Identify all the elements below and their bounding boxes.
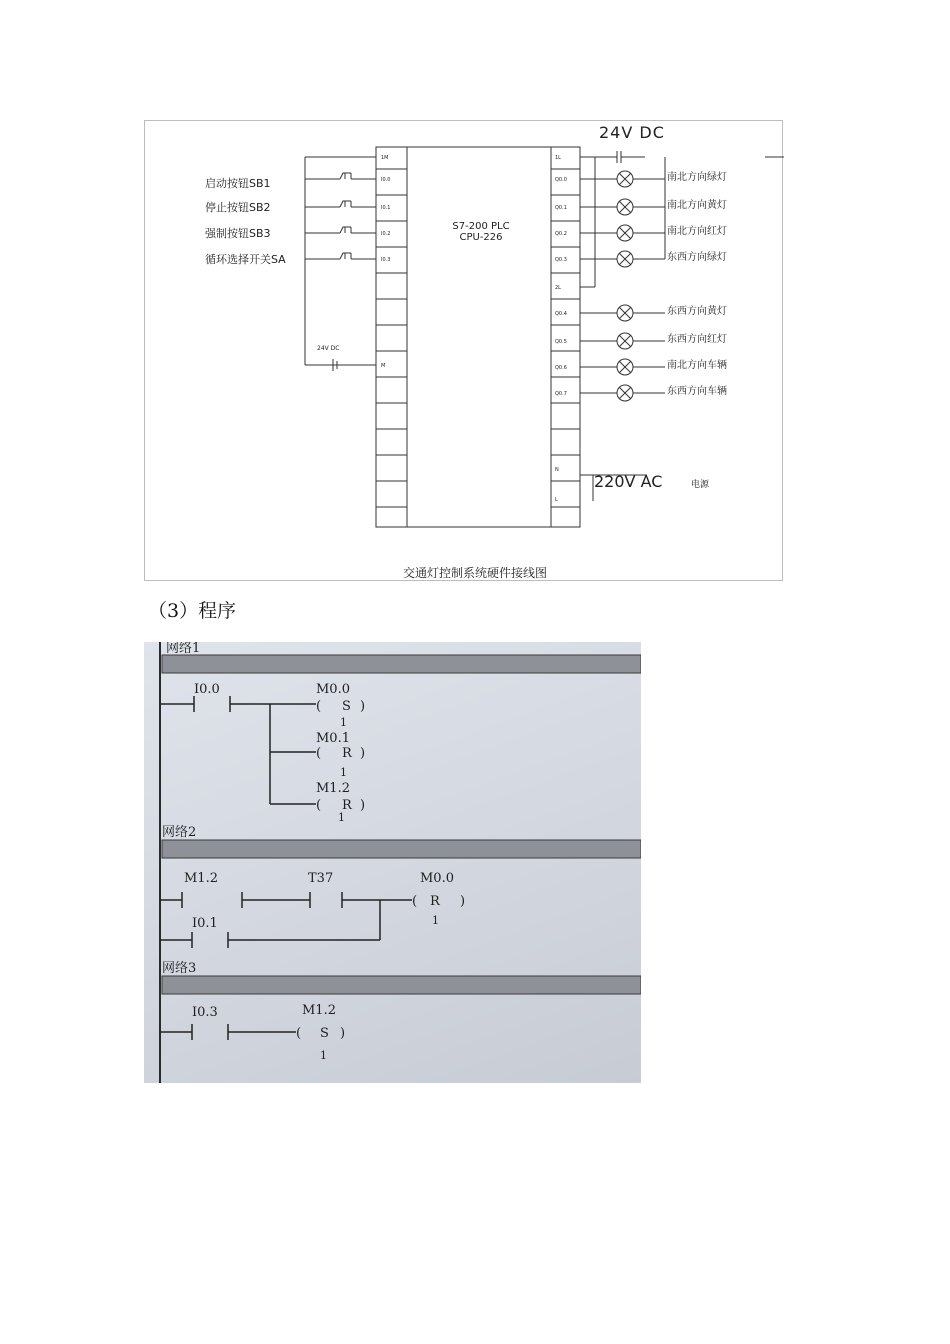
ac-supply-label: 220V AC: [594, 472, 663, 491]
output-device-label: 东西方向红灯: [667, 334, 727, 345]
terminal-pin-label: Q0.6: [555, 365, 567, 371]
indicator-lamp: [580, 305, 665, 321]
ladder-svg: [144, 642, 641, 1083]
contact-label: I0.3: [192, 1005, 218, 1020]
plc-body: [407, 147, 551, 527]
input-device-label: 循环选择开关SA: [205, 253, 286, 266]
dc-supply-label: 24V DC: [599, 123, 665, 142]
coil-count: 1: [338, 811, 345, 824]
output-device-label: 南北方向红灯: [667, 226, 727, 237]
terminal-pin-label: Q0.1: [555, 205, 567, 211]
indicator-lamp: [580, 385, 665, 401]
cpu-name: S7-200 PLC: [452, 221, 510, 232]
coil-type: S: [320, 1026, 329, 1041]
network-2-bar: [162, 840, 641, 858]
coil-close-paren: ): [360, 699, 366, 714]
coil-open-paren: (: [412, 894, 418, 909]
coil-count: 1: [340, 716, 347, 729]
coil-operand: M0.0: [316, 682, 350, 697]
cpu-model: CPU-226: [459, 232, 503, 243]
coil-operand: M0.0: [420, 871, 454, 886]
diagram-caption: 交通灯控制系统硬件接线图: [402, 566, 548, 580]
coil-operand: M1.2: [302, 1003, 336, 1018]
coil-open-paren: (: [316, 798, 322, 813]
output-device-label: 东西方向车辆: [667, 386, 727, 397]
indicator-lamp: [580, 251, 665, 267]
input-supply-label: 24V DC: [317, 345, 340, 352]
contact-label: T37: [308, 871, 334, 886]
output-device-label: 东西方向黄灯: [667, 306, 727, 317]
terminal-pin-label: I0.1: [381, 205, 391, 211]
input-device-label: 停止按钮SB2: [205, 201, 271, 214]
coil-type: S: [342, 699, 351, 714]
terminal-pin-label: I0.2: [381, 231, 391, 237]
indicator-lamp: [580, 199, 665, 215]
wiring-diagram: [144, 120, 783, 581]
network-3-rungs: [160, 1024, 296, 1040]
contact-label: I0.0: [194, 682, 220, 697]
indicator-lamp: [580, 359, 665, 375]
network-1-title: 网络1: [166, 642, 201, 656]
coil-operand: M1.2: [316, 781, 350, 796]
coil-close-paren: ): [460, 894, 466, 909]
terminal-pin-label: 1M: [381, 155, 389, 161]
coil-type: R: [342, 746, 352, 761]
input-device-label: 启动按钮SB1: [205, 177, 271, 190]
indicator-lamp: [580, 333, 665, 349]
output-device-label: 东西方向绿灯: [667, 252, 727, 263]
terminal-pin-label: Q0.7: [555, 391, 567, 397]
input-device-label: 强制按钮SB3: [205, 227, 271, 240]
network-2-title: 网络2: [162, 825, 197, 840]
coil-open-paren: (: [296, 1026, 302, 1041]
terminal-pin-label: 2L: [555, 285, 561, 291]
coil-type: R: [430, 894, 440, 909]
coil-count: 1: [320, 1049, 327, 1062]
ladder-program-photo: [144, 642, 641, 1083]
terminal-pin-label: Q0.0: [555, 177, 567, 183]
coil-open-paren: (: [316, 699, 322, 714]
terminal-pin-label: Q0.2: [555, 231, 567, 237]
left-terminal-strip: [376, 147, 407, 527]
contact-label: M1.2: [184, 871, 218, 886]
coil-count: 1: [432, 914, 439, 927]
network-3-bar: [162, 976, 641, 994]
input-wiring: [305, 157, 376, 371]
terminal-pin-label: N: [555, 467, 559, 473]
terminal-pin-label: I0.0: [381, 177, 391, 183]
terminal-pin-label: Q0.4: [555, 311, 567, 317]
ac-supply-suffix: 电源: [691, 480, 710, 490]
output-device-label: 南北方向绿灯: [667, 172, 727, 183]
contact-label: I0.1: [192, 916, 218, 931]
network-1-rungs: [160, 696, 316, 804]
indicator-lamp: [580, 171, 665, 187]
output-device-label: 南北方向黄灯: [667, 200, 727, 211]
terminal-pin-label: Q0.3: [555, 257, 567, 263]
output-device-label: 南北方向车辆: [667, 360, 727, 371]
network-3-title: 网络3: [162, 961, 197, 976]
wiring-diagram-svg: [145, 121, 784, 582]
indicator-lamp: [580, 225, 665, 241]
coil-close-paren: ): [360, 746, 366, 761]
terminal-pin-label: L: [555, 497, 558, 503]
coil-close-paren: ): [340, 1026, 346, 1041]
coil-open-paren: (: [316, 746, 322, 761]
terminal-pin-label: Q0.5: [555, 339, 567, 345]
terminal-pin-label: I0.3: [381, 257, 391, 263]
coil-operand: M0.1: [316, 731, 350, 746]
coil-type: R: [342, 798, 352, 813]
coil-count: 1: [340, 766, 347, 779]
network-1-bar: [162, 655, 641, 673]
section-heading: （3）程序: [148, 600, 237, 622]
coil-close-paren: ): [360, 798, 366, 813]
terminal-pin-label: 1L: [555, 155, 561, 161]
terminal-pin-label: M: [381, 363, 386, 369]
